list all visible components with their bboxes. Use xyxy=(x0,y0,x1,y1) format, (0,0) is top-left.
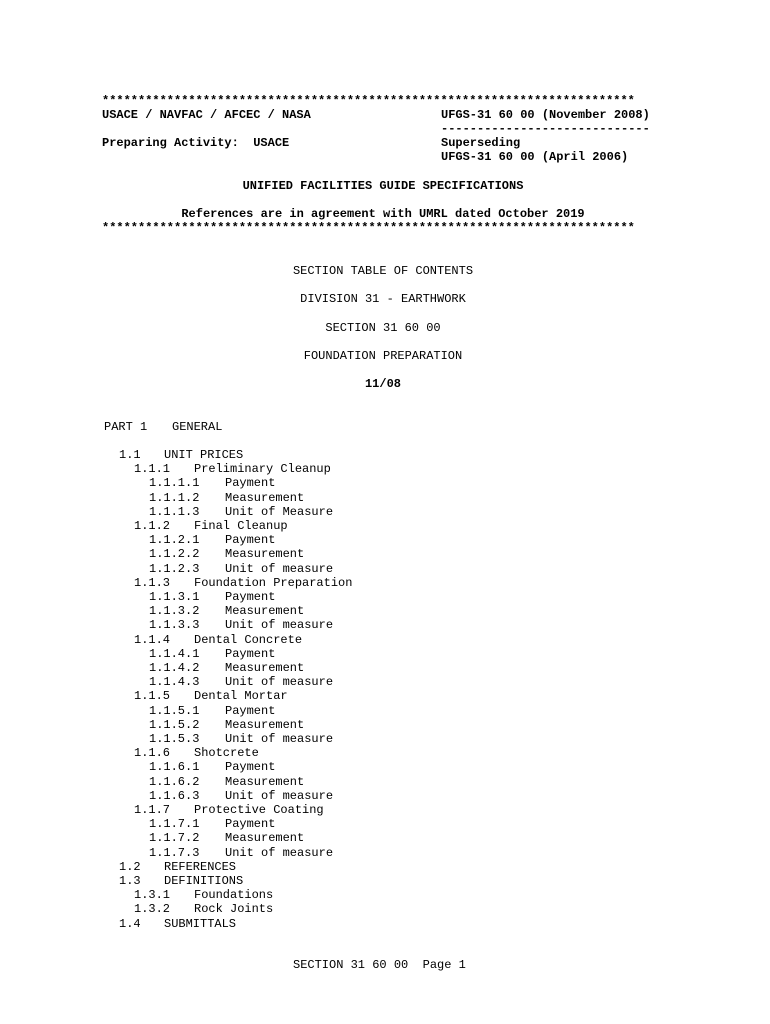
toc-entry-title: Payment xyxy=(225,817,276,832)
dash-rule: ----------------------------- xyxy=(441,122,650,136)
toc-entry xyxy=(134,902,273,916)
toc-entry xyxy=(149,831,304,845)
toc-entry-title: Unit of measure xyxy=(225,618,334,633)
toc-entry-number: 1.1.4.1 xyxy=(149,646,200,661)
toc-entry xyxy=(149,476,275,490)
toc-entry xyxy=(119,874,243,888)
toc-entry-number: 1.1.7.2 xyxy=(149,831,200,846)
toc-entry xyxy=(149,789,333,803)
star-rule-top: ************************************************************************** xyxy=(102,94,635,108)
toc-entry xyxy=(149,760,275,774)
toc-entry-number: 1.3.2 xyxy=(134,902,171,917)
footer-page: Page 1 xyxy=(422,958,466,972)
toc-entry-number: 1.1.4.2 xyxy=(149,661,200,675)
toc-entry-title: Unit of measure xyxy=(225,788,334,803)
toc-entry-title: SUBMITTALS xyxy=(164,916,237,931)
part-number: PART 1 xyxy=(104,420,148,434)
star-rule-bottom: ************************************************************************** xyxy=(102,221,635,235)
toc-entry-number: 1.1.5.1 xyxy=(149,703,200,718)
toc-entry-title: Payment xyxy=(225,703,276,718)
toc-entry-title: Measurement xyxy=(225,717,305,732)
ufgs-current: UFGS-31 60 00 (November 2008) xyxy=(441,108,650,122)
toc-entry-title: Unit of measure xyxy=(225,561,334,576)
toc-entry xyxy=(149,533,275,547)
division-title: DIVISION 31 - EARTHWORK xyxy=(300,292,466,306)
toc-entry-number: 1.4 xyxy=(119,916,141,931)
toc-entry-number: 1.1.7 xyxy=(134,803,171,817)
toc-entry-number: 1.1.7.1 xyxy=(149,817,200,832)
toc-entry xyxy=(149,775,304,789)
toc-entry-number: 1.1.3.2 xyxy=(149,604,200,619)
toc-entry-number: 1.1.4 xyxy=(134,632,171,647)
toc-entry xyxy=(149,718,304,732)
toc-entry-title: Payment xyxy=(225,760,276,775)
toc-entry-number: 1.1.6.3 xyxy=(149,788,200,803)
toc-entry-title: Final Cleanup xyxy=(194,519,288,533)
footer-section: SECTION 31 60 00 xyxy=(293,958,409,972)
toc-entry-title: Unit of measure xyxy=(225,675,334,690)
references-note: References are in agreement with UMRL dated October 2019 xyxy=(181,207,585,221)
toc-entry-number: 1.1.4.3 xyxy=(149,675,200,690)
toc-entry xyxy=(134,576,352,590)
toc-entry-number: 1.1.5 xyxy=(134,689,171,704)
toc-entry-title: Protective Coating xyxy=(194,803,324,817)
toc-entry-number: 1.2 xyxy=(119,859,141,874)
toc-entry-title: Unit of Measure xyxy=(225,504,334,519)
toc-entry xyxy=(149,647,275,661)
toc-entry-number: 1.1 xyxy=(119,448,141,462)
toc-entry xyxy=(149,618,333,632)
toc-entry-number: 1.1.2.3 xyxy=(149,561,200,576)
toc-entry-title: Preliminary Cleanup xyxy=(194,462,331,477)
agencies-label: USACE / NAVFAC / AFCEC / NASA xyxy=(102,108,311,122)
part-title: GENERAL xyxy=(172,420,223,434)
toc-entry xyxy=(134,519,288,533)
toc-entry-title: Measurement xyxy=(225,490,305,505)
toc-entry xyxy=(119,917,236,931)
toc-entry xyxy=(149,732,333,746)
toc-entry-number: 1.1.5.2 xyxy=(149,717,200,732)
toc-entry-title: Payment xyxy=(225,476,276,491)
toc-entry-title: Payment xyxy=(225,590,276,604)
preparing-activity: Preparing Activity: USACE xyxy=(102,136,290,150)
guide-title: UNIFIED FACILITIES GUIDE SPECIFICATIONS xyxy=(242,179,524,193)
toc-entry xyxy=(149,562,333,576)
toc-entry-title: Measurement xyxy=(225,604,305,619)
toc-entry xyxy=(149,661,304,675)
toc-entry xyxy=(134,689,288,703)
toc-entry-title: Measurement xyxy=(225,774,305,789)
toc-entry-number: 1.1.2.1 xyxy=(149,533,200,548)
toc-entry-title: Foundations xyxy=(194,888,274,903)
toc-entry xyxy=(149,547,304,561)
toc-entry-title: Measurement xyxy=(225,547,305,562)
toc-entry xyxy=(149,675,333,689)
toc-entry-number: 1.3.1 xyxy=(134,888,171,903)
toc-entry xyxy=(149,604,304,618)
toc-entry xyxy=(149,505,333,519)
part-heading xyxy=(104,420,222,434)
toc-entry-title: Shotcrete xyxy=(194,746,259,761)
section-name: FOUNDATION PREPARATION xyxy=(303,349,463,363)
toc-entry-title: DEFINITIONS xyxy=(164,874,244,888)
toc-entry-title: Payment xyxy=(225,646,276,661)
toc-entry-number: 1.1.3.1 xyxy=(149,590,200,604)
toc-entry xyxy=(149,846,333,860)
section-date: 11/08 xyxy=(364,377,401,391)
toc-entry-title: Payment xyxy=(225,533,276,548)
toc-entry-title: Unit of measure xyxy=(225,732,334,746)
toc-entry-number: 1.1.1.1 xyxy=(149,476,200,491)
toc-entry-title: Rock Joints xyxy=(194,902,274,917)
page-footer xyxy=(293,958,466,972)
toc-entry xyxy=(149,704,275,718)
toc-entry-number: 1.1.2 xyxy=(134,519,171,533)
toc-entry-title: REFERENCES xyxy=(164,859,237,874)
toc-entry xyxy=(134,462,331,476)
toc-entry xyxy=(149,590,275,604)
toc-entry xyxy=(134,633,302,647)
toc-entry-number: 1.3 xyxy=(119,874,141,888)
toc-entry-number: 1.1.3 xyxy=(134,575,171,590)
toc-entry xyxy=(134,803,324,817)
toc-entry-title: Measurement xyxy=(225,661,305,675)
toc-entry-title: UNIT PRICES xyxy=(164,448,244,462)
toc-entry xyxy=(149,817,275,831)
toc-entry-title: Dental Concrete xyxy=(194,632,303,647)
toc-title: SECTION TABLE OF CONTENTS xyxy=(292,264,474,278)
toc-entry-title: Unit of measure xyxy=(225,845,334,860)
toc-entry xyxy=(134,888,273,902)
toc-entry-number: 1.1.1 xyxy=(134,462,171,477)
toc-entry-number: 1.1.1.2 xyxy=(149,490,200,505)
toc-entry-number: 1.1.5.3 xyxy=(149,732,200,746)
toc-entry xyxy=(134,746,259,760)
toc-entry-title: Foundation Preparation xyxy=(194,575,353,590)
toc-entry-number: 1.1.7.3 xyxy=(149,845,200,860)
superseding-label: Superseding xyxy=(441,136,521,150)
toc-entry-number: 1.1.3.3 xyxy=(149,618,200,633)
toc-entry xyxy=(149,491,304,505)
toc-entry-number: 1.1.6.1 xyxy=(149,760,200,775)
ufgs-previous: UFGS-31 60 00 (April 2006) xyxy=(441,150,629,164)
toc-entry-title: Dental Mortar xyxy=(194,689,288,704)
toc-entry-number: 1.1.6 xyxy=(134,746,171,761)
toc-entry-number: 1.1.2.2 xyxy=(149,547,200,562)
toc-entry-title: Measurement xyxy=(225,831,305,846)
toc-entry xyxy=(119,860,236,874)
toc-entry-number: 1.1.1.3 xyxy=(149,504,200,519)
toc-entry xyxy=(119,448,243,462)
toc-entry-number: 1.1.6.2 xyxy=(149,774,200,789)
section-title: SECTION 31 60 00 xyxy=(325,321,441,335)
